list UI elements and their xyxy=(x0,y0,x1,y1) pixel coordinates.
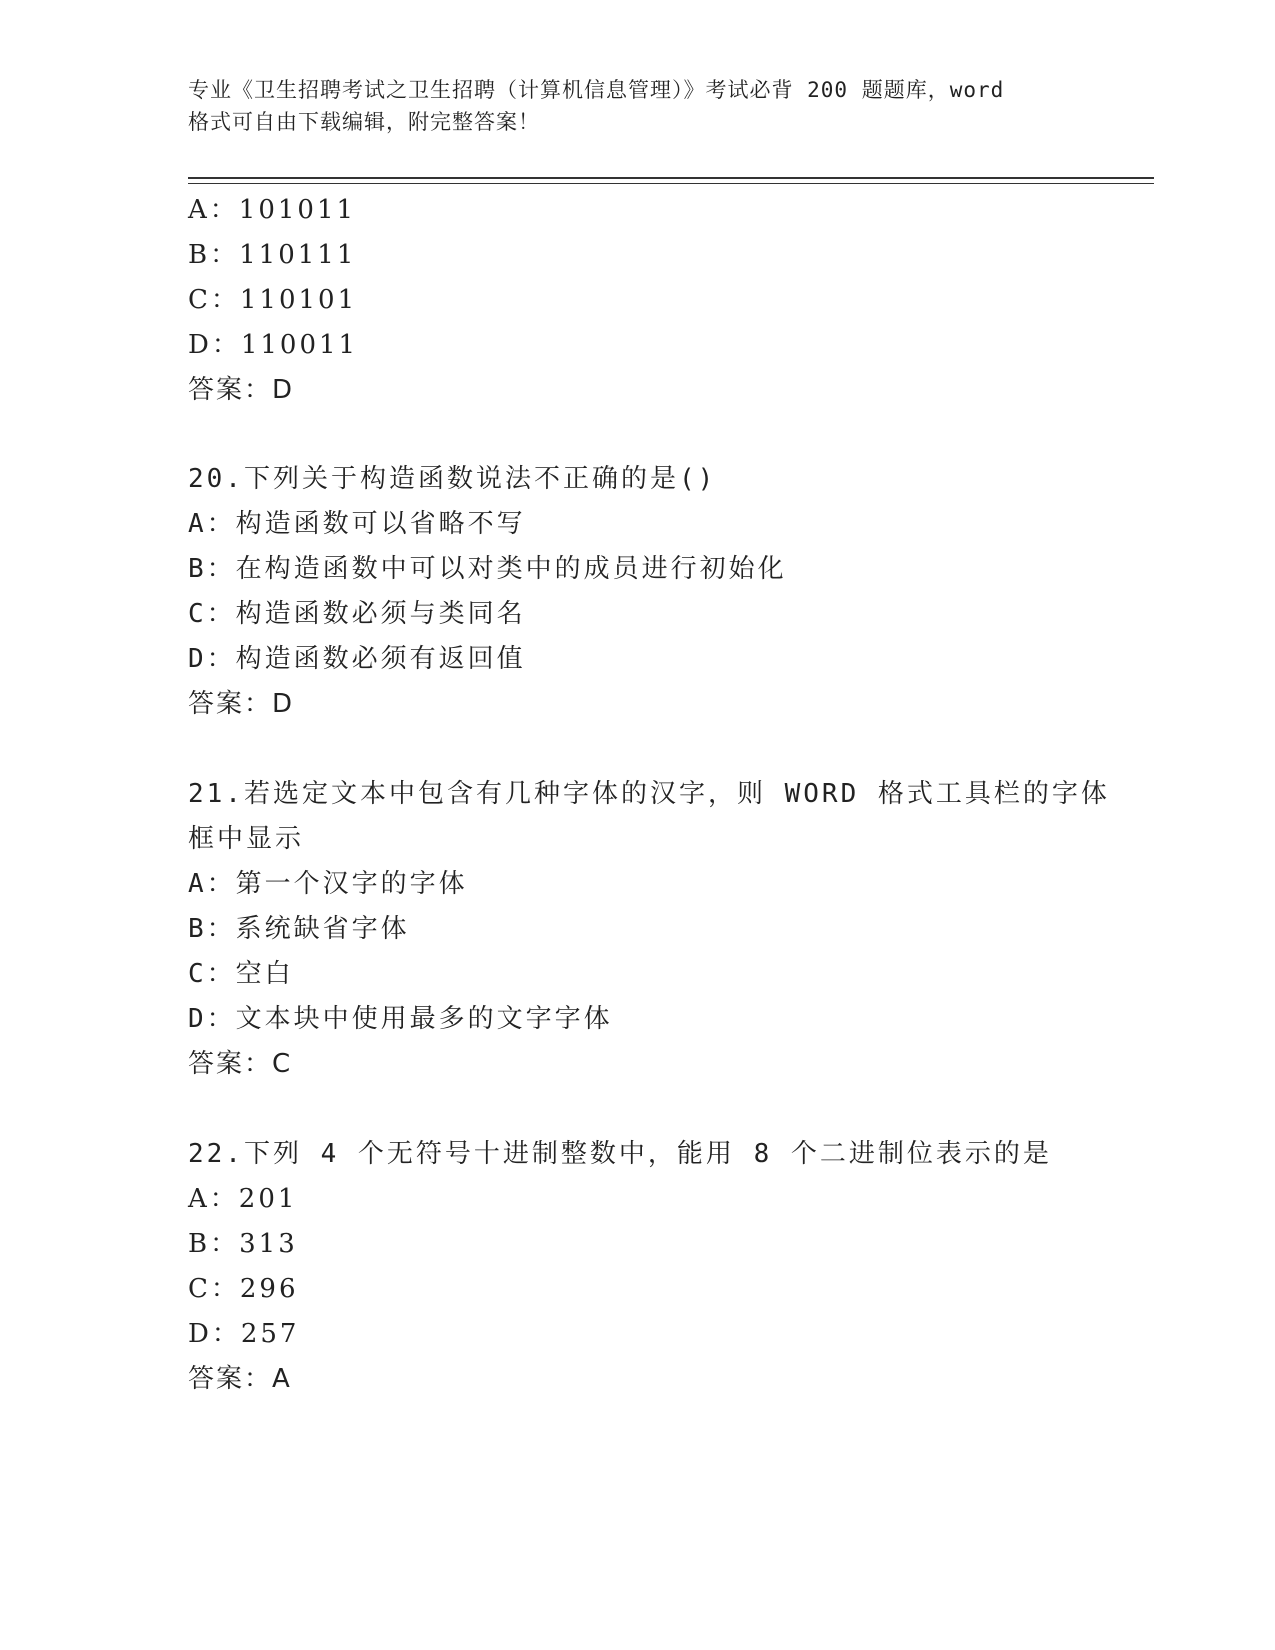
q20-option-d: D：构造函数必须有返回值 xyxy=(188,644,526,674)
q22-option-c: C：296 xyxy=(188,1274,299,1304)
q20-question: 20.下列关于构造函数说法不正确的是() xyxy=(188,464,717,494)
q20-option-a: A：构造函数可以省略不写 xyxy=(188,509,526,539)
q21-question-line-2: 框中显示 xyxy=(188,824,305,854)
document-header xyxy=(188,74,1088,138)
q21-option-c: C：空白 xyxy=(188,959,294,989)
q21-question-line-1: 21.若选定文本中包含有几种字体的汉字，则 WORD 格式工具栏的字体 xyxy=(188,779,1110,809)
q19-option-d: D：110011 xyxy=(188,330,359,360)
q19-answer: 答案：D xyxy=(188,375,295,405)
q19-option-b: B：110111 xyxy=(188,240,357,270)
q22-option-a: A：201 xyxy=(188,1184,298,1214)
q19-option-c: C：110101 xyxy=(188,285,358,315)
q21-option-a: A：第一个汉字的字体 xyxy=(188,869,468,899)
q22-answer: 答案：A xyxy=(188,1364,292,1394)
header-line-1: 专业《卫生招聘考试之卫生招聘（计算机信息管理）》考试必背 200 题题库，word xyxy=(188,78,1005,102)
header-divider-thick xyxy=(188,177,1154,179)
q19-option-a: A：101011 xyxy=(188,195,357,225)
q22-option-d: D：257 xyxy=(188,1319,300,1349)
header-line-2: 格式可自由下载编辑，附完整答案！ xyxy=(188,110,540,134)
q21-answer: 答案：C xyxy=(188,1049,293,1079)
q22-option-b: B：313 xyxy=(188,1229,298,1259)
q22-question: 22.下列 4 个无符号十进制整数中，能用 8 个二进制位表示的是 xyxy=(188,1139,1052,1169)
q21-option-b: B：系统缺省字体 xyxy=(188,914,410,944)
q20-option-b: B：在构造函数中可以对类中的成员进行初始化 xyxy=(188,554,787,584)
q20-answer: 答案：D xyxy=(188,689,295,719)
q21-option-d: D：文本块中使用最多的文字字体 xyxy=(188,1004,613,1034)
header-divider-thin xyxy=(188,183,1154,184)
q20-option-c: C：构造函数必须与类同名 xyxy=(188,599,526,629)
